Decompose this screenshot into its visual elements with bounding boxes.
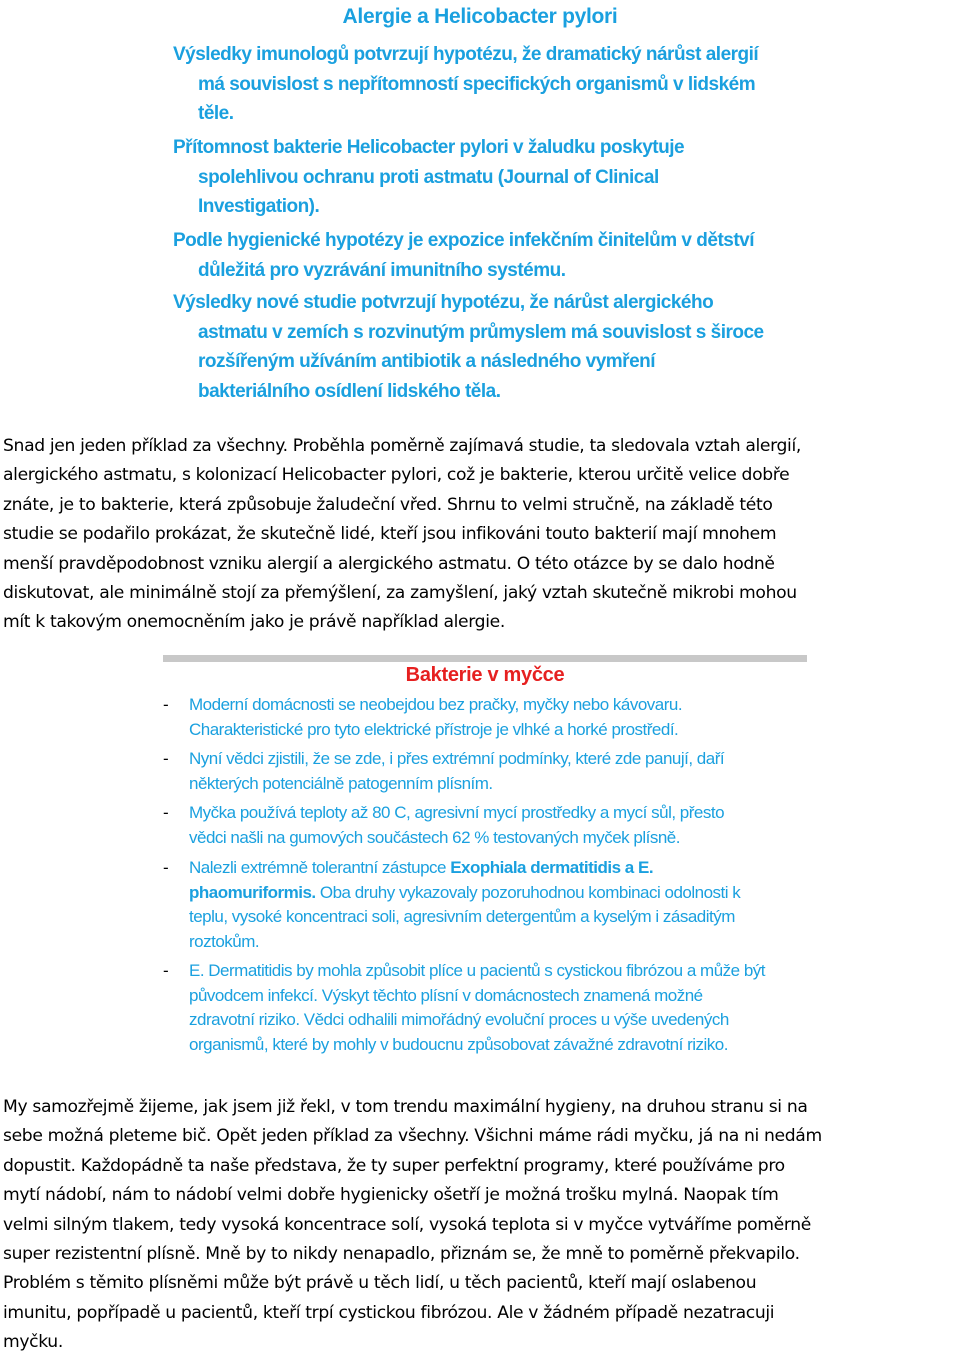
slide-line: bakteriálního osídlení lidského těla. xyxy=(198,380,501,402)
bullet-marker: - xyxy=(163,803,169,822)
text-line: velmi silným tlakem, tedy vysoká koncentrace solí, vysoká teplota si v myčce vytváříme poměrně xyxy=(3,1214,812,1235)
slide-line: roztokům. xyxy=(189,931,260,951)
slide-line xyxy=(189,881,740,906)
slide-line: astmatu v zemích s rozvinutým průmyslem má souvislost s široce xyxy=(198,321,764,343)
slide-line: Výsledky imunologů potvrzují hypotézu, že dramatický nárůst alergií xyxy=(173,44,759,65)
slide-line: teplu, vysoké koncentraci soli, agresivním detergentům a kyselým i zásaditým xyxy=(189,907,735,926)
slide-line: některých potenciálně patogenním plísním. xyxy=(189,773,493,793)
bullet-marker: - xyxy=(163,695,169,714)
slide-line: Myčka používá teploty až 80 C, agresivní mycí prostředky a mycí sůl, přesto xyxy=(189,803,725,822)
slide-line: Výsledky nové studie potvrzují hypotézu, že nárůst alergického xyxy=(173,292,714,313)
text-line: myčku. xyxy=(3,1332,63,1353)
slide-title: Bakterie v myčce xyxy=(405,664,565,686)
text-line: sebe možná pleteme bič. Opět jeden příklad za všechny. Všichni máme rádi myčku, já na ni nedám xyxy=(3,1126,822,1147)
text-line: super rezistentní plísně. Mně by to nikdy nenapadlo, přiznám se, že mně to poměrně překvapilo. xyxy=(3,1244,800,1265)
bullet-marker: - xyxy=(163,961,169,980)
text-line: Problém s těmito plísněmi může být právě u těch lidí, u těch pacientů, kteří mají oslabenou xyxy=(3,1273,757,1294)
slide-dishwasher-bacteria xyxy=(163,655,807,1063)
text-line: menší pravděpodobnost vzniku alergií a alergického astmatu. O této otázce by se dalo hodně xyxy=(3,553,775,574)
bullet-marker: - xyxy=(163,749,169,768)
slide-line: E. Dermatitidis by mohla způsobit plíce u pacientů s cystickou fibrózou a může být xyxy=(189,961,766,980)
text-line: mytí nádobí, nám to nádobí velmi dobře hygienicky ošetří je možná trošku mylná. Naopak tím xyxy=(3,1185,779,1206)
text-line: diskutovat, ale minimálně stojí za přemýšlení, za zamyšlení, jaký vztah skutečně mikrobi mohou xyxy=(3,583,797,604)
text-line: Snad jen jeden příklad za všechny. Proběhla poměrně zajímavá studie, ta sledovala vztah alergií, xyxy=(3,436,801,456)
bullet-marker: - xyxy=(163,858,169,877)
text-line: imunitu, popřípadě u pacientů, kteří trpí cystickou fibrózou. Ale v žádném případě nezatracuji xyxy=(3,1302,775,1323)
slide-line: rozšířeným užíváním antibiotik a následného vymření xyxy=(198,351,656,372)
species-name: Exophiala dermatitidis a E. xyxy=(450,858,654,877)
slide-item xyxy=(173,40,793,129)
slide-item xyxy=(173,133,793,222)
slide-line: zdravotní riziko. Vědci odhalili mimořádný evoluční proces u výše uvedených xyxy=(189,1010,729,1029)
slide-item xyxy=(173,288,793,406)
text-line: studie se podařilo prokázat, že skutečně lidé, kteří jsou infikováni touto bakterií mají mnohem xyxy=(3,524,777,545)
species-name: phaomuriformis. xyxy=(189,882,316,902)
slide-top-bar xyxy=(163,655,807,662)
body-paragraph xyxy=(3,1093,960,1358)
slide-line: Nyní vědci zjistili, že se zde, i přes extrémní podmínky, které zde panují, daří xyxy=(189,749,725,768)
slide-line: vědci našli na gumových součástech 62 % testovaných myček plísně. xyxy=(189,827,680,847)
slide-text: Oba druhy vykazovaly pozoruhodnou kombinaci odolnosti k xyxy=(315,882,741,902)
slide-text: Nalezli extrémně tolerantní zástupce xyxy=(189,858,451,877)
text-line: My samozřejmě žijeme, jak jsem již řekl, v tom trendu maximální hygieny, na druhou stranu si na xyxy=(3,1097,808,1117)
slide-line: spolehlivou ochranu proti astmatu (Journal of Clinical xyxy=(198,166,659,188)
slide-line: Moderní domácnosti se neobejdou bez pračky, myčky nebo kávovaru. xyxy=(189,695,683,714)
slide-helicobacter xyxy=(165,0,795,412)
slide-line: původcem infekcí. Výskyt těchto plísní v domácnostech znamená možné xyxy=(189,985,703,1005)
text-line: dopustit. Každopádně ta naše představa, že ty super perfektní programy, které používáme pro xyxy=(3,1155,785,1176)
slide-item xyxy=(173,226,793,285)
slide-line: Investigation). xyxy=(198,196,320,217)
slide-line: má souvislost s nepřítomností specifických organismů v lidském xyxy=(198,73,756,95)
slide-line: organismů, které by mohly v budoucnu způsobovat závažné zdravotní riziko. xyxy=(189,1034,728,1054)
slide-line: Přítomnost bakterie Helicobacter pylori v žaludku poskytuje xyxy=(173,137,685,158)
slide-line: Charakteristické pro tyto elektrické přístroje je vlhké a horké prostředí. xyxy=(189,719,679,739)
text-line: znáte, je to bakterie, která způsobuje žaludeční vřed. Shrnu to velmi stručně, na základě této xyxy=(3,494,773,515)
text-line: mít k takovým onemocněním jako je právě například alergie. xyxy=(3,612,505,633)
body-paragraph xyxy=(3,432,960,638)
slide-line: těle. xyxy=(198,103,234,124)
slide-line xyxy=(189,856,740,881)
slide-line: Podle hygienické hypotézy je expozice infekčním činitelům v dětství xyxy=(173,230,755,251)
slide-title: Alergie a Helicobacter pylori xyxy=(342,5,618,28)
text-line: alergického astmatu, s kolonizací Helicobacter pylori, což je bakterie, kterou určitě velice dobře xyxy=(3,465,790,486)
slide-line: důležitá pro vyzrávání imunitního systému. xyxy=(198,259,566,281)
